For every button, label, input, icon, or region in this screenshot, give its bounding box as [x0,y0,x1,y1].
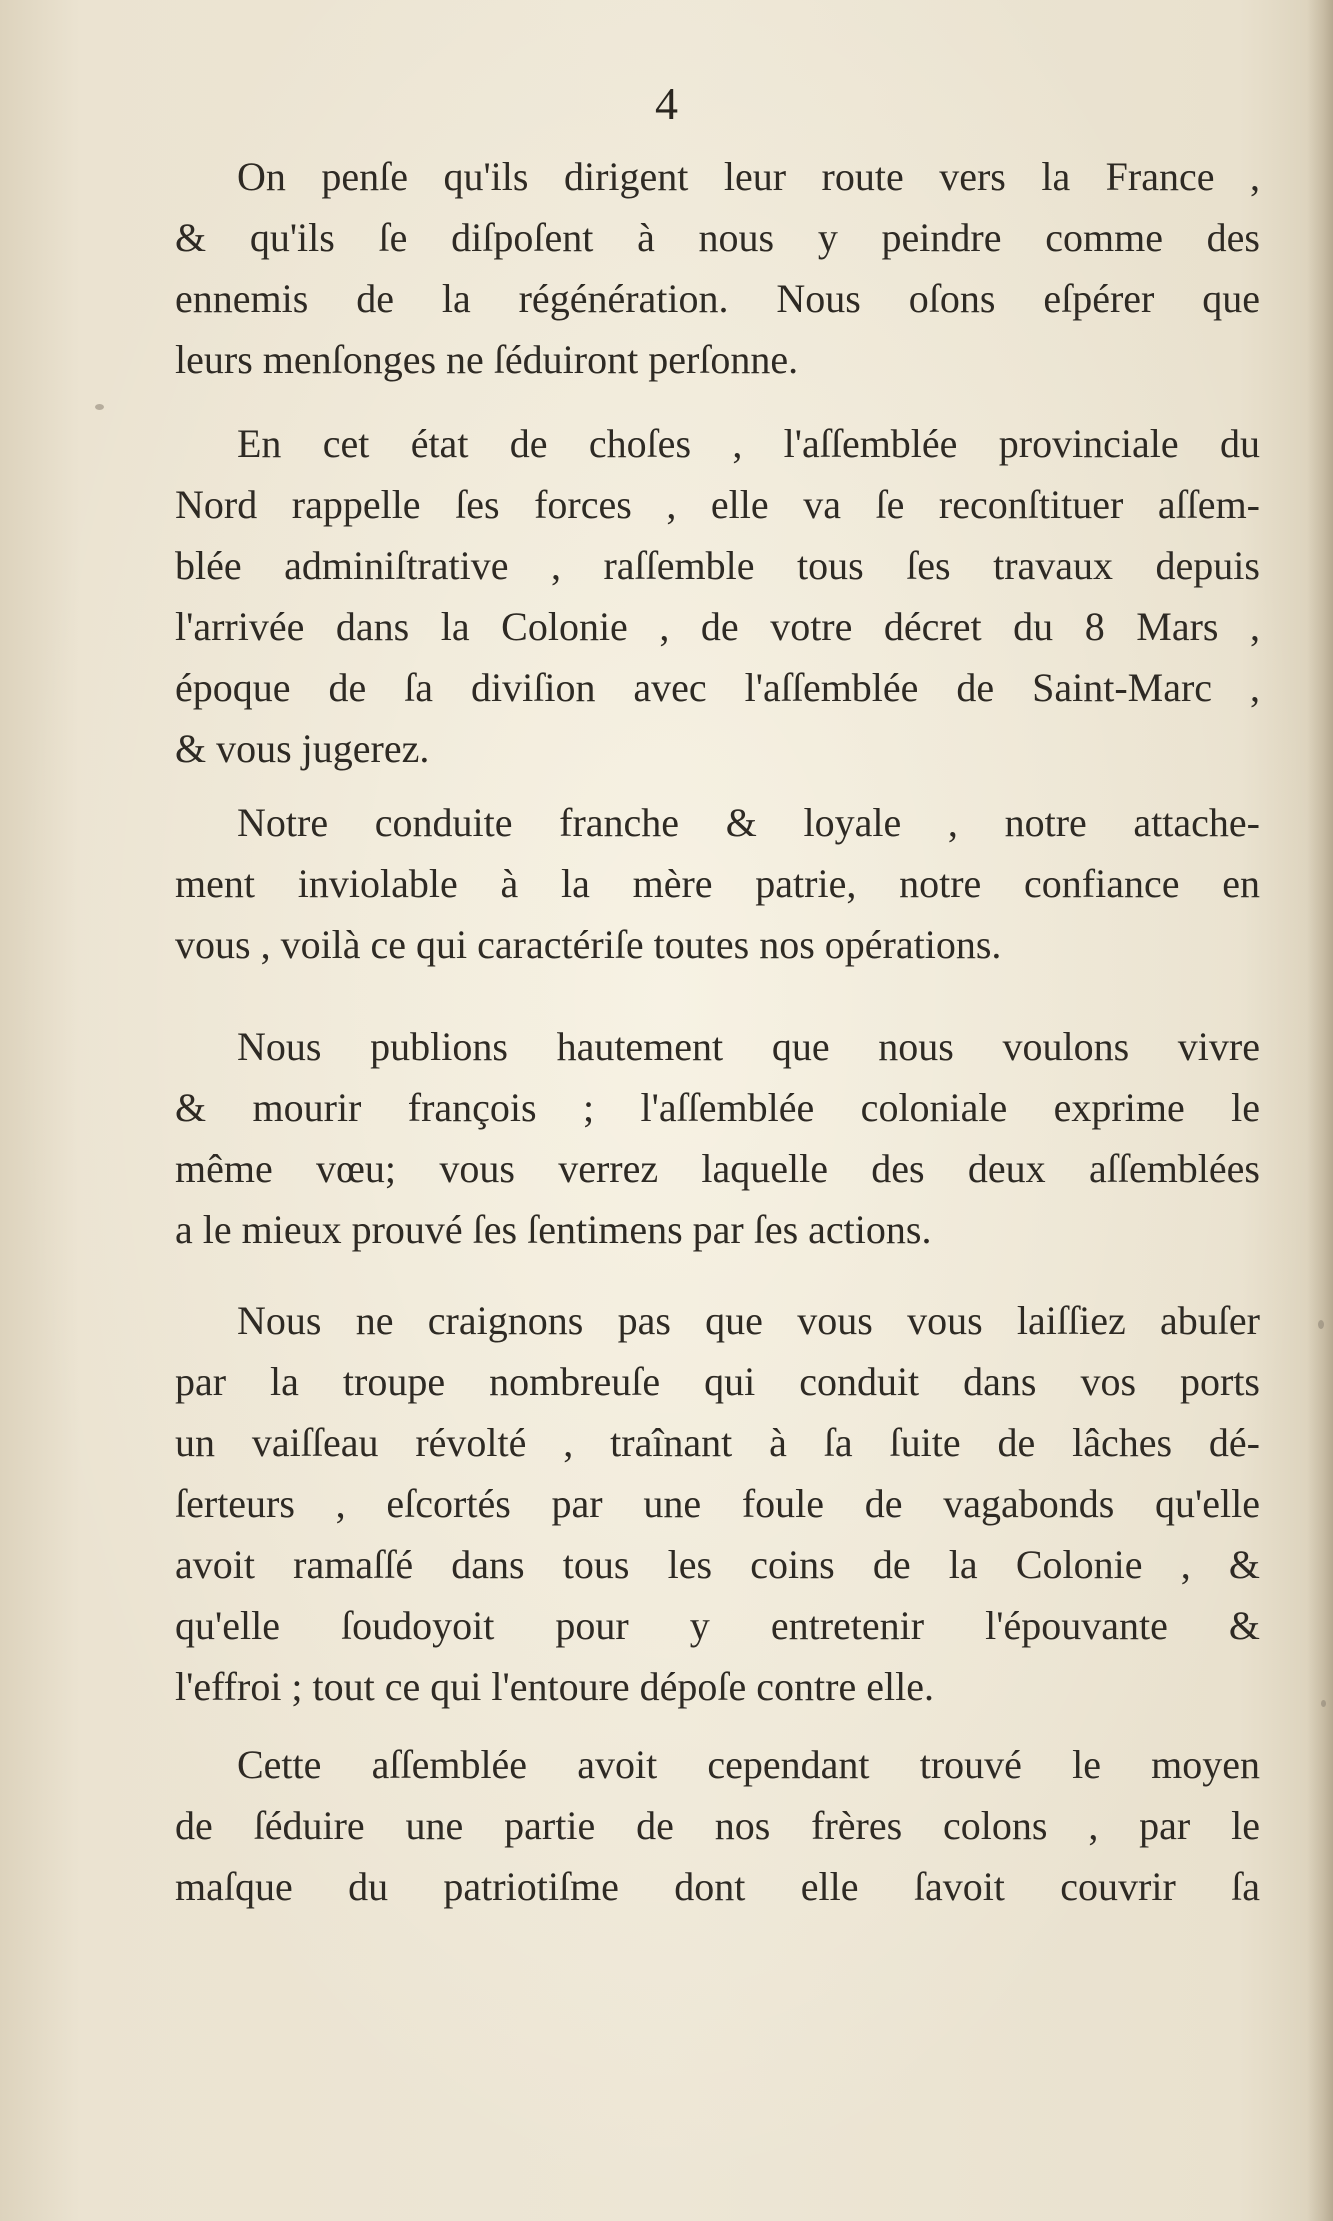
text-line: ennemis de la régénération. Nous oſons eſpérer que [175,276,1260,321]
text-line: l'arrivée dans la Colonie , de votre décret du 8 Mars , [175,604,1260,649]
ink-speck [95,404,104,410]
text-line: & mourir françois ; l'aſſemblée coloniale exprime le [175,1085,1260,1130]
paragraph-1 [175,146,1260,390]
paragraph-5 [175,1290,1260,1717]
paragraph-2 [175,413,1260,779]
paragraph-6 [175,1734,1260,1917]
text-line: vous , voilà ce qui caractériſe toutes nos opérations. [175,922,1002,967]
text-line: un vaiſſeau révolté , traînant à ſa ſuite de lâches dé- [175,1420,1260,1465]
text-line: même vœu; vous verrez laquelle des deux aſſemblées [175,1146,1260,1191]
paragraph-3 [175,792,1260,975]
text-line: l'effroi ; tout ce qui l'entoure dépoſe contre elle. [175,1664,934,1709]
text-line: & qu'ils ſe diſpoſent à nous y peindre comme des [175,215,1260,260]
text-line: qu'elle ſoudoyoit pour y entretenir l'épouvante & [175,1603,1260,1648]
text-line: En cet état de choſes , l'aſſemblée provinciale du [237,421,1260,466]
text-line: leurs menſonges ne ſéduiront perſonne. [175,337,799,382]
text-line: & vous jugerez. [175,726,430,771]
text-line: Nord rappelle ſes forces , elle va ſe reconſtituer aſſem- [175,482,1260,527]
text-line: Cette aſſemblée avoit cependant trouvé le moyen [237,1742,1260,1787]
ink-speck [1321,1700,1326,1707]
page-edge-shadow [1307,0,1333,2221]
text-line: ment inviolable à la mère patrie, notre confiance en [175,861,1260,906]
text-line: On penſe qu'ils dirigent leur route vers la France , [237,154,1260,199]
text-line: ſerteurs , eſcortés par une foule de vagabonds qu'elle [175,1481,1260,1526]
text-line: blée adminiſtrative , raſſemble tous ſes travaux depuis [175,543,1260,588]
text-line: de ſéduire une partie de nos frères colons , par le [175,1803,1260,1848]
paragraph-4 [175,1016,1260,1260]
text-line: Nous publions hautement que nous voulons vivre [237,1024,1260,1069]
text-line: époque de ſa diviſion avec l'aſſemblée de Saint-Marc , [175,665,1260,710]
page-number: 4 [655,78,678,129]
text-line: maſque du patriotiſme dont elle ſavoit couvrir ſa [175,1864,1260,1909]
text-line: Nous ne craignons pas que vous vous laiſſiez abuſer [237,1298,1260,1343]
text-line: Notre conduite franche & loyale , notre attache- [237,800,1260,845]
text-line: par la troupe nombreuſe qui conduit dans vos ports [175,1359,1260,1404]
text-line: avoit ramaſſé dans tous les coins de la Colonie , & [175,1542,1260,1587]
text-line: a le mieux prouvé ſes ſentimens par ſes actions. [175,1207,932,1252]
ink-speck [1318,1320,1324,1329]
